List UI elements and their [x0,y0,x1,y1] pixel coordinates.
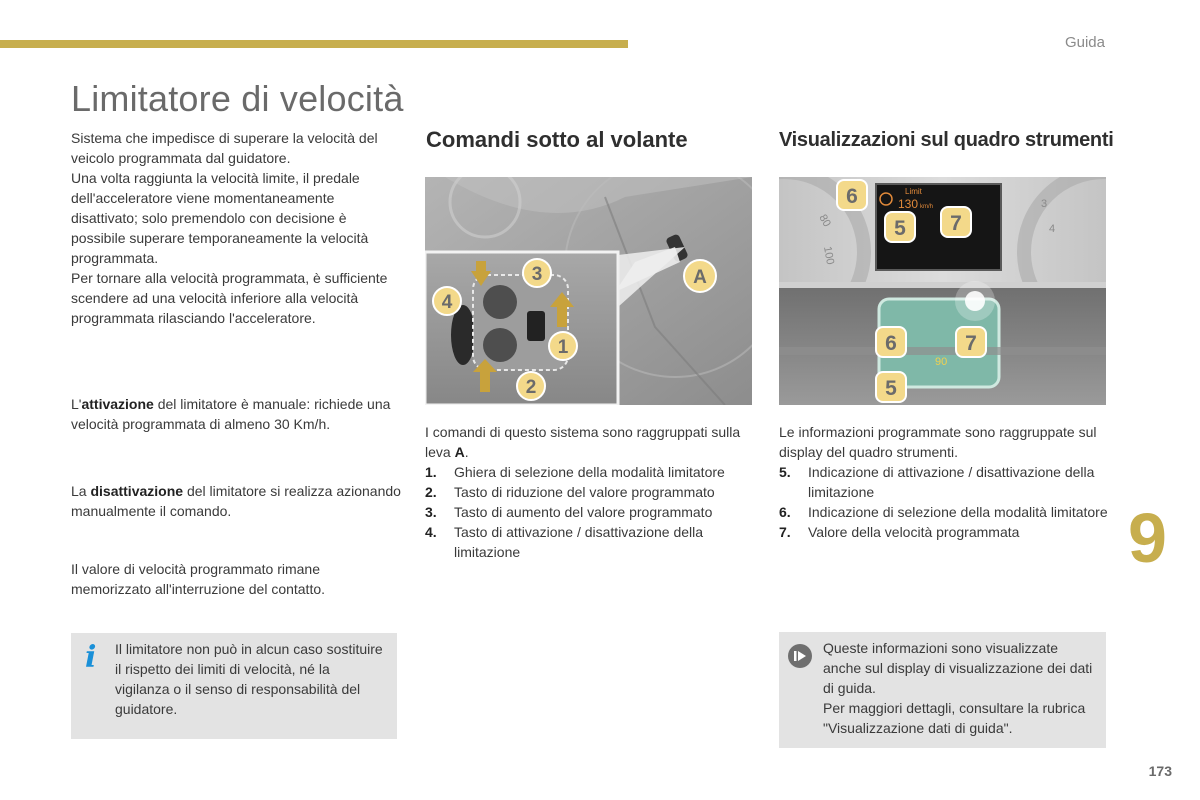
label-7: 7 [950,212,962,235]
display-small-speed: 90 [935,356,948,368]
list-item: 3. Tasto di aumento del valore programmato [425,504,713,520]
deactivation-text: La disattivazione del limitatore si realizza azionando manualmente il comando. [71,483,401,519]
memory-text: Il valore di velocità programmato rimane memorizzato all'interruzione del contatto. [71,561,326,597]
label-5: 5 [894,217,906,240]
label-4: 4 [441,292,453,313]
label-2: 2 [525,377,537,398]
label-7b: 7 [965,332,977,355]
note-text: Queste informazioni sono visualizzate anche sul display di visualizzazione dei dati di guida. Per maggiori dettagli, consultare la rubrica "Visualizzazione dati di guida". [823,640,1093,736]
deactivation-keyword: disattivazione [90,483,184,499]
steering-controls-figure [425,177,752,405]
label-A: A [693,267,707,288]
intro-paragraph: Per tornare alla velocità programmata, è sufficiente scendere ad una velocità inferiore alla velocità programmata rilasciando l'acceleratore. [71,270,388,326]
label-3: 3 [531,264,543,285]
svg-text:80: 80 [816,212,833,230]
info-icon: i [85,640,97,675]
instrument-display-figure [779,177,1106,405]
controls-intro: I comandi di questo sistema sono raggruppati sulla leva A. [425,424,741,460]
label-5b: 5 [885,377,897,400]
display-intro: Le informazioni programmate sono raggruppate sul display del quadro strumenti. [779,424,1097,460]
display-description [779,422,1109,542]
intro-paragraph: Sistema che impedisce di superare la velocità del veicolo programmata dal guidatore. [71,130,378,166]
steering-controls-illustration [425,177,752,405]
display-unit-text: km/h [920,204,934,210]
svg-text:3: 3 [1041,198,1048,210]
activation-keyword: attivazione [81,396,154,412]
list-item: 7. Valore della velocità programmata [779,524,1020,540]
list-item: 5. Indicazione di attivazione / disattivazione della limitazione [779,464,1095,500]
label-1: 1 [557,337,569,358]
page-number: 173 [1148,763,1172,779]
page-title: Limitatore di velocità [71,78,404,119]
list-item: 2. Tasto di riduzione del valore programmato [425,484,715,500]
instrument-display-illustration [779,177,1106,405]
label-6: 6 [846,185,858,208]
controls-description [425,422,755,562]
list-item: 1. Ghiera di selezione della modalità limitatore [425,464,725,480]
header-accent-bar [0,40,628,48]
note-box [779,632,1106,748]
info-text: Il limitatore non può in alcun caso sostituire il rispetto dei limiti di velocità, né la vigilanza o il senso di responsabilità del guidatore. [115,641,383,717]
list-item: 4. Tasto di attivazione / disattivazione della limitazione [425,524,704,560]
svg-text:4: 4 [1049,223,1056,235]
display-heading: Visualizzazioni sul quadro strumenti [779,129,1114,151]
section-name: Guida [1064,34,1105,51]
display-list [779,462,1109,542]
chapter-number: 9 [1128,499,1167,577]
controls-list [425,462,755,562]
arrow-circle-icon [788,644,812,668]
label-6b: 6 [885,332,897,355]
intro-paragraph: Una volta raggiunta la velocità limite, il predale dell'acceleratore viene momentaneamente disattivato; solo premendolo con decisione è possibile superare temporaneamente la velocità programmata. [71,170,369,266]
intro-text [71,128,401,328]
list-item: 6. Indicazione di selezione della modalità limitatore [779,504,1108,520]
info-box [71,633,397,739]
display-speed-text: 130 [898,197,919,211]
svg-text:100: 100 [821,245,837,266]
display-limit-text: Limit [905,187,922,196]
activation-text: L'attivazione del limitatore è manuale: richiede una velocità programmata di almeno 30 Km/h. [71,396,391,432]
controls-heading: Comandi sotto al volante [426,127,688,152]
